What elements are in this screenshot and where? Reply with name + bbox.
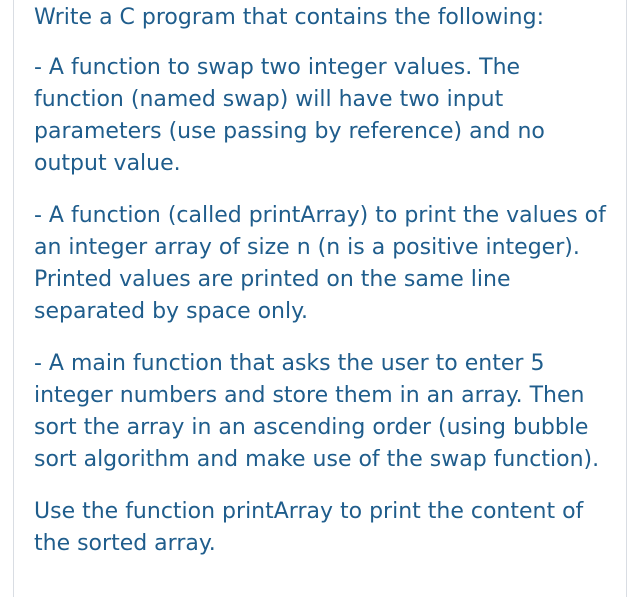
question-panel <box>13 0 627 597</box>
requirement-print-sorted: Use the function printArray to print the content of the sorted array. <box>34 499 584 556</box>
question-heading: Write a C program that contains the following: <box>34 5 545 30</box>
requirement-print-array-function: - A function (called printArray) to print the values of an integer array of size n (n is a positive integer). Printed values are printed on the same line separated by space only. <box>34 203 606 324</box>
question-text <box>34 2 614 580</box>
requirement-main-function: - A main function that asks the user to enter 5 integer numbers and store them in an array. Then sort the array in an ascending order (using bubble sort algorithm and make use of the swap function). <box>34 351 600 472</box>
requirement-swap-function: - A function to swap two integer values. The function (named swap) will have two input parameters (use passing by reference) and no output value. <box>34 55 545 176</box>
